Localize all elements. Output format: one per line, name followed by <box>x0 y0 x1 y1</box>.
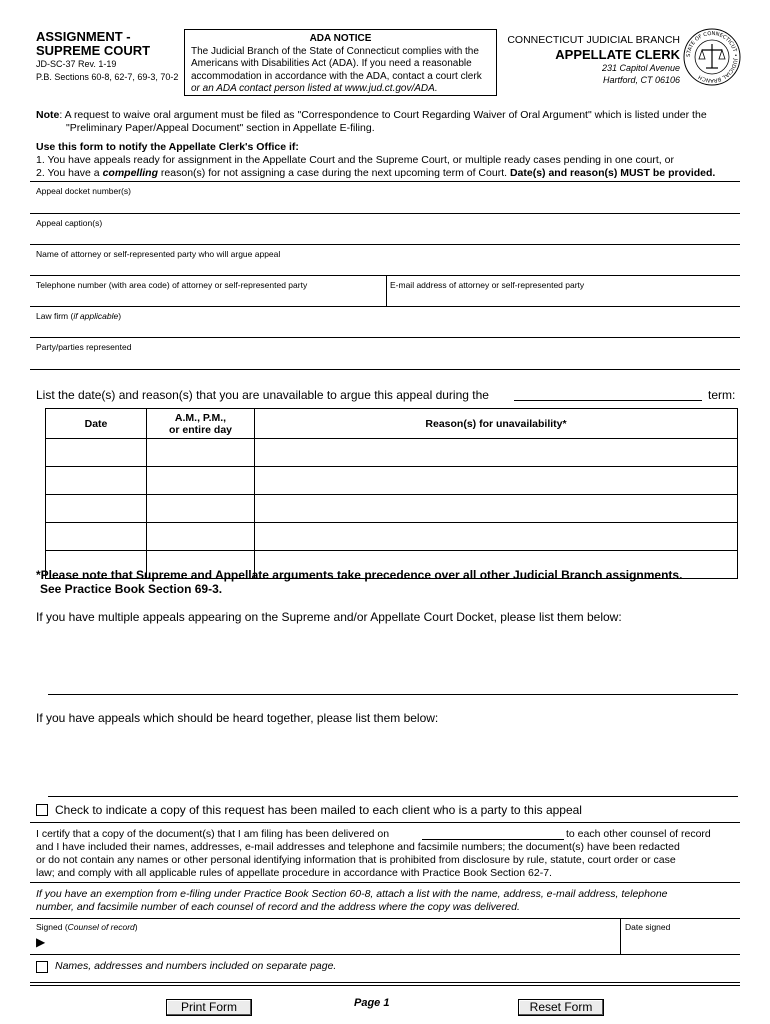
signed-label <box>36 922 138 932</box>
date-signed-field[interactable] <box>622 933 738 951</box>
col-time-line2: or entire day <box>168 423 233 436</box>
separate-page-label: Names, addresses and numbers included on separate page. <box>55 960 337 972</box>
multiple-appeals-field[interactable] <box>48 628 738 695</box>
ada-line: or an ADA contact person listed at www.jud.ct.gov/ADA. <box>191 83 438 94</box>
email-field[interactable] <box>387 291 740 306</box>
print-form-button[interactable]: Print Form <box>166 999 252 1016</box>
page-number: Page 1 <box>354 997 390 1009</box>
signature-field[interactable] <box>52 933 618 951</box>
mailed-label: Check to indicate a copy of this request has been mailed to each client who is a party to this appeal <box>55 803 582 817</box>
note-label: Note <box>36 109 60 121</box>
heard-together-label: If you have appeals which should be heard together, please list them below: <box>36 711 439 725</box>
email-label: E-mail address of attorney or self-represented party <box>390 280 585 290</box>
availability-rows <box>46 439 738 579</box>
item2-bold: Date(s) and reason(s) MUST be provided. <box>509 167 716 179</box>
form-title-line2: SUPREME COURT <box>36 43 151 58</box>
heard-together-field[interactable] <box>48 729 738 797</box>
item2-emphasis: compelling <box>102 167 159 179</box>
delivery-date-field[interactable] <box>422 827 564 840</box>
svg-text:STATE OF CONNECTICUT • JUDICIA: STATE OF CONNECTICUT • JUDICIAL BRANCH <box>685 30 739 84</box>
term-field[interactable] <box>514 386 702 401</box>
address-line1: 231 Capitol Avenue <box>601 63 680 73</box>
ada-line: The Judicial Branch of the State of Connecticut complies with the <box>191 45 479 57</box>
certification-line1: I certify that a copy of the document(s) that I am filing has been delivered on <box>36 828 390 840</box>
reason-cell[interactable] <box>255 495 738 523</box>
form-number: JD-SC-37 Rev. 1-19 <box>36 59 117 69</box>
precedence-line1: *Please note that Supreme and Appellate arguments take precedence over all other Judicial Branch assignments. <box>36 568 683 582</box>
ada-notice <box>184 29 497 96</box>
caption-field[interactable] <box>30 229 740 244</box>
note-text: : A request to waive oral argument must be filed as "Correspondence to Court Regarding Waiver of Oral Argument" which is listed under the <box>59 109 707 121</box>
reason-cell[interactable] <box>255 523 738 551</box>
precedence-line2: See Practice Book Section 69-3. <box>40 581 223 596</box>
precedence-note <box>36 569 682 596</box>
table-row <box>46 439 738 467</box>
attorney-field[interactable] <box>30 260 740 275</box>
time-cell[interactable] <box>147 439 255 467</box>
time-cell[interactable] <box>147 467 255 495</box>
law-firm-field[interactable] <box>30 322 740 337</box>
separate-page-checkbox[interactable] <box>36 961 48 973</box>
availability-prompt: List the date(s) and reason(s) that you are unavailable to argue this appeal during the <box>36 388 489 402</box>
mailed-checkbox[interactable] <box>36 804 48 816</box>
form-title-line1: ASSIGNMENT - <box>36 29 131 44</box>
table-row <box>46 495 738 523</box>
signed-text: ) <box>134 922 138 932</box>
form-title <box>36 30 150 58</box>
law-firm-text: ) <box>118 311 122 321</box>
ada-line: accommodation in accordance with the ADA, contact a court clerk <box>191 70 482 82</box>
note-line <box>36 109 707 123</box>
item2-text: 2. You have a <box>36 167 103 179</box>
reason-cell[interactable] <box>255 439 738 467</box>
time-cell[interactable] <box>147 495 255 523</box>
term-label: term: <box>708 388 736 402</box>
judicial-seal-icon <box>683 28 741 86</box>
docket-label: Appeal docket number(s) <box>36 186 131 196</box>
telephone-label: Telephone number (with area code) of attorney or self-represented party <box>36 280 308 290</box>
parties-label: Party/parties represented <box>36 342 132 352</box>
parties-field[interactable] <box>30 353 740 368</box>
reason-cell[interactable] <box>255 467 738 495</box>
telephone-field[interactable] <box>30 291 385 306</box>
note-line2: "Preliminary Paper/Appeal Document" section in Appellate E-filing. <box>66 122 375 134</box>
col-date: Date <box>46 409 147 439</box>
item2-text: reason(s) for not assigning a case during the next upcoming term of Court. <box>158 167 510 179</box>
certification-line1-end: to each other counsel of record <box>566 828 711 840</box>
col-time <box>147 409 255 439</box>
caption-label: Appeal caption(s) <box>36 218 103 228</box>
table-row <box>46 467 738 495</box>
office-name: APPELLATE CLERK <box>555 47 680 62</box>
signature-arrow-icon: ▶ <box>36 935 46 949</box>
reset-form-button[interactable]: Reset Form <box>518 999 604 1016</box>
instruction-item2 <box>36 167 715 181</box>
certification-line4: law; and comply with all applicable rules of appellate procedure in accordance with Practice Book Section 62-7. <box>36 867 552 879</box>
signed-text: Signed ( <box>36 922 68 932</box>
law-firm-label <box>36 311 121 321</box>
availability-table <box>45 408 738 579</box>
multiple-appeals-label: If you have multiple appeals appearing on the Supreme and/or Appellate Court Docket, please list them below: <box>36 610 622 624</box>
exemption-line2: number, and facsimile number of each counsel of record and the address where the copy was delivered. <box>36 901 520 913</box>
exemption-line1: If you have an exemption from e-filing under Practice Book Section 60-8, attach a list with the name, address, e-mail address, telephone <box>36 888 668 900</box>
instruction-item1: 1. You have appeals ready for assignment in the Appellate Court and the Supreme Court, or multiple ready cases pending in one court, or <box>36 154 674 166</box>
pb-sections: P.B. Sections 60-8, 62-7, 69-3, 70-2 <box>36 72 179 82</box>
certification-line2: and I have included their names, addresses, e-mail addresses and telephone and facsimile numbers; the document(s) have been redacted <box>36 841 680 853</box>
signed-emphasis: Counsel of record <box>67 922 135 932</box>
ada-line: Americans with Disabilities Act (ADA). If you need a reasonable <box>191 58 472 69</box>
branch-name: CONNECTICUT JUDICIAL BRANCH <box>507 34 680 46</box>
date-cell[interactable] <box>46 523 147 551</box>
date-cell[interactable] <box>46 467 147 495</box>
date-cell[interactable] <box>46 495 147 523</box>
col-time-line1: A.M., P.M., <box>174 411 227 424</box>
date-cell[interactable] <box>46 439 147 467</box>
branch-block <box>507 34 680 86</box>
law-firm-emphasis: if applicable <box>73 311 119 321</box>
attorney-label: Name of attorney or self-represented party who will argue appeal <box>36 249 281 259</box>
certification-line3: or do not contain any names or other personal identifying information that is prohibited from disclosure by rule, statute, court order or case <box>36 854 676 866</box>
date-signed-label: Date signed <box>625 922 671 932</box>
address-line2: Hartford, CT 06106 <box>602 74 680 85</box>
table-row <box>46 523 738 551</box>
ada-title: ADA NOTICE <box>309 33 372 44</box>
docket-field[interactable] <box>30 197 740 212</box>
time-cell[interactable] <box>147 523 255 551</box>
col-reason: Reason(s) for unavailability* <box>255 409 738 439</box>
instructions-heading: Use this form to notify the Appellate Clerk's Office if: <box>36 141 299 153</box>
law-firm-text: Law firm ( <box>36 311 74 321</box>
